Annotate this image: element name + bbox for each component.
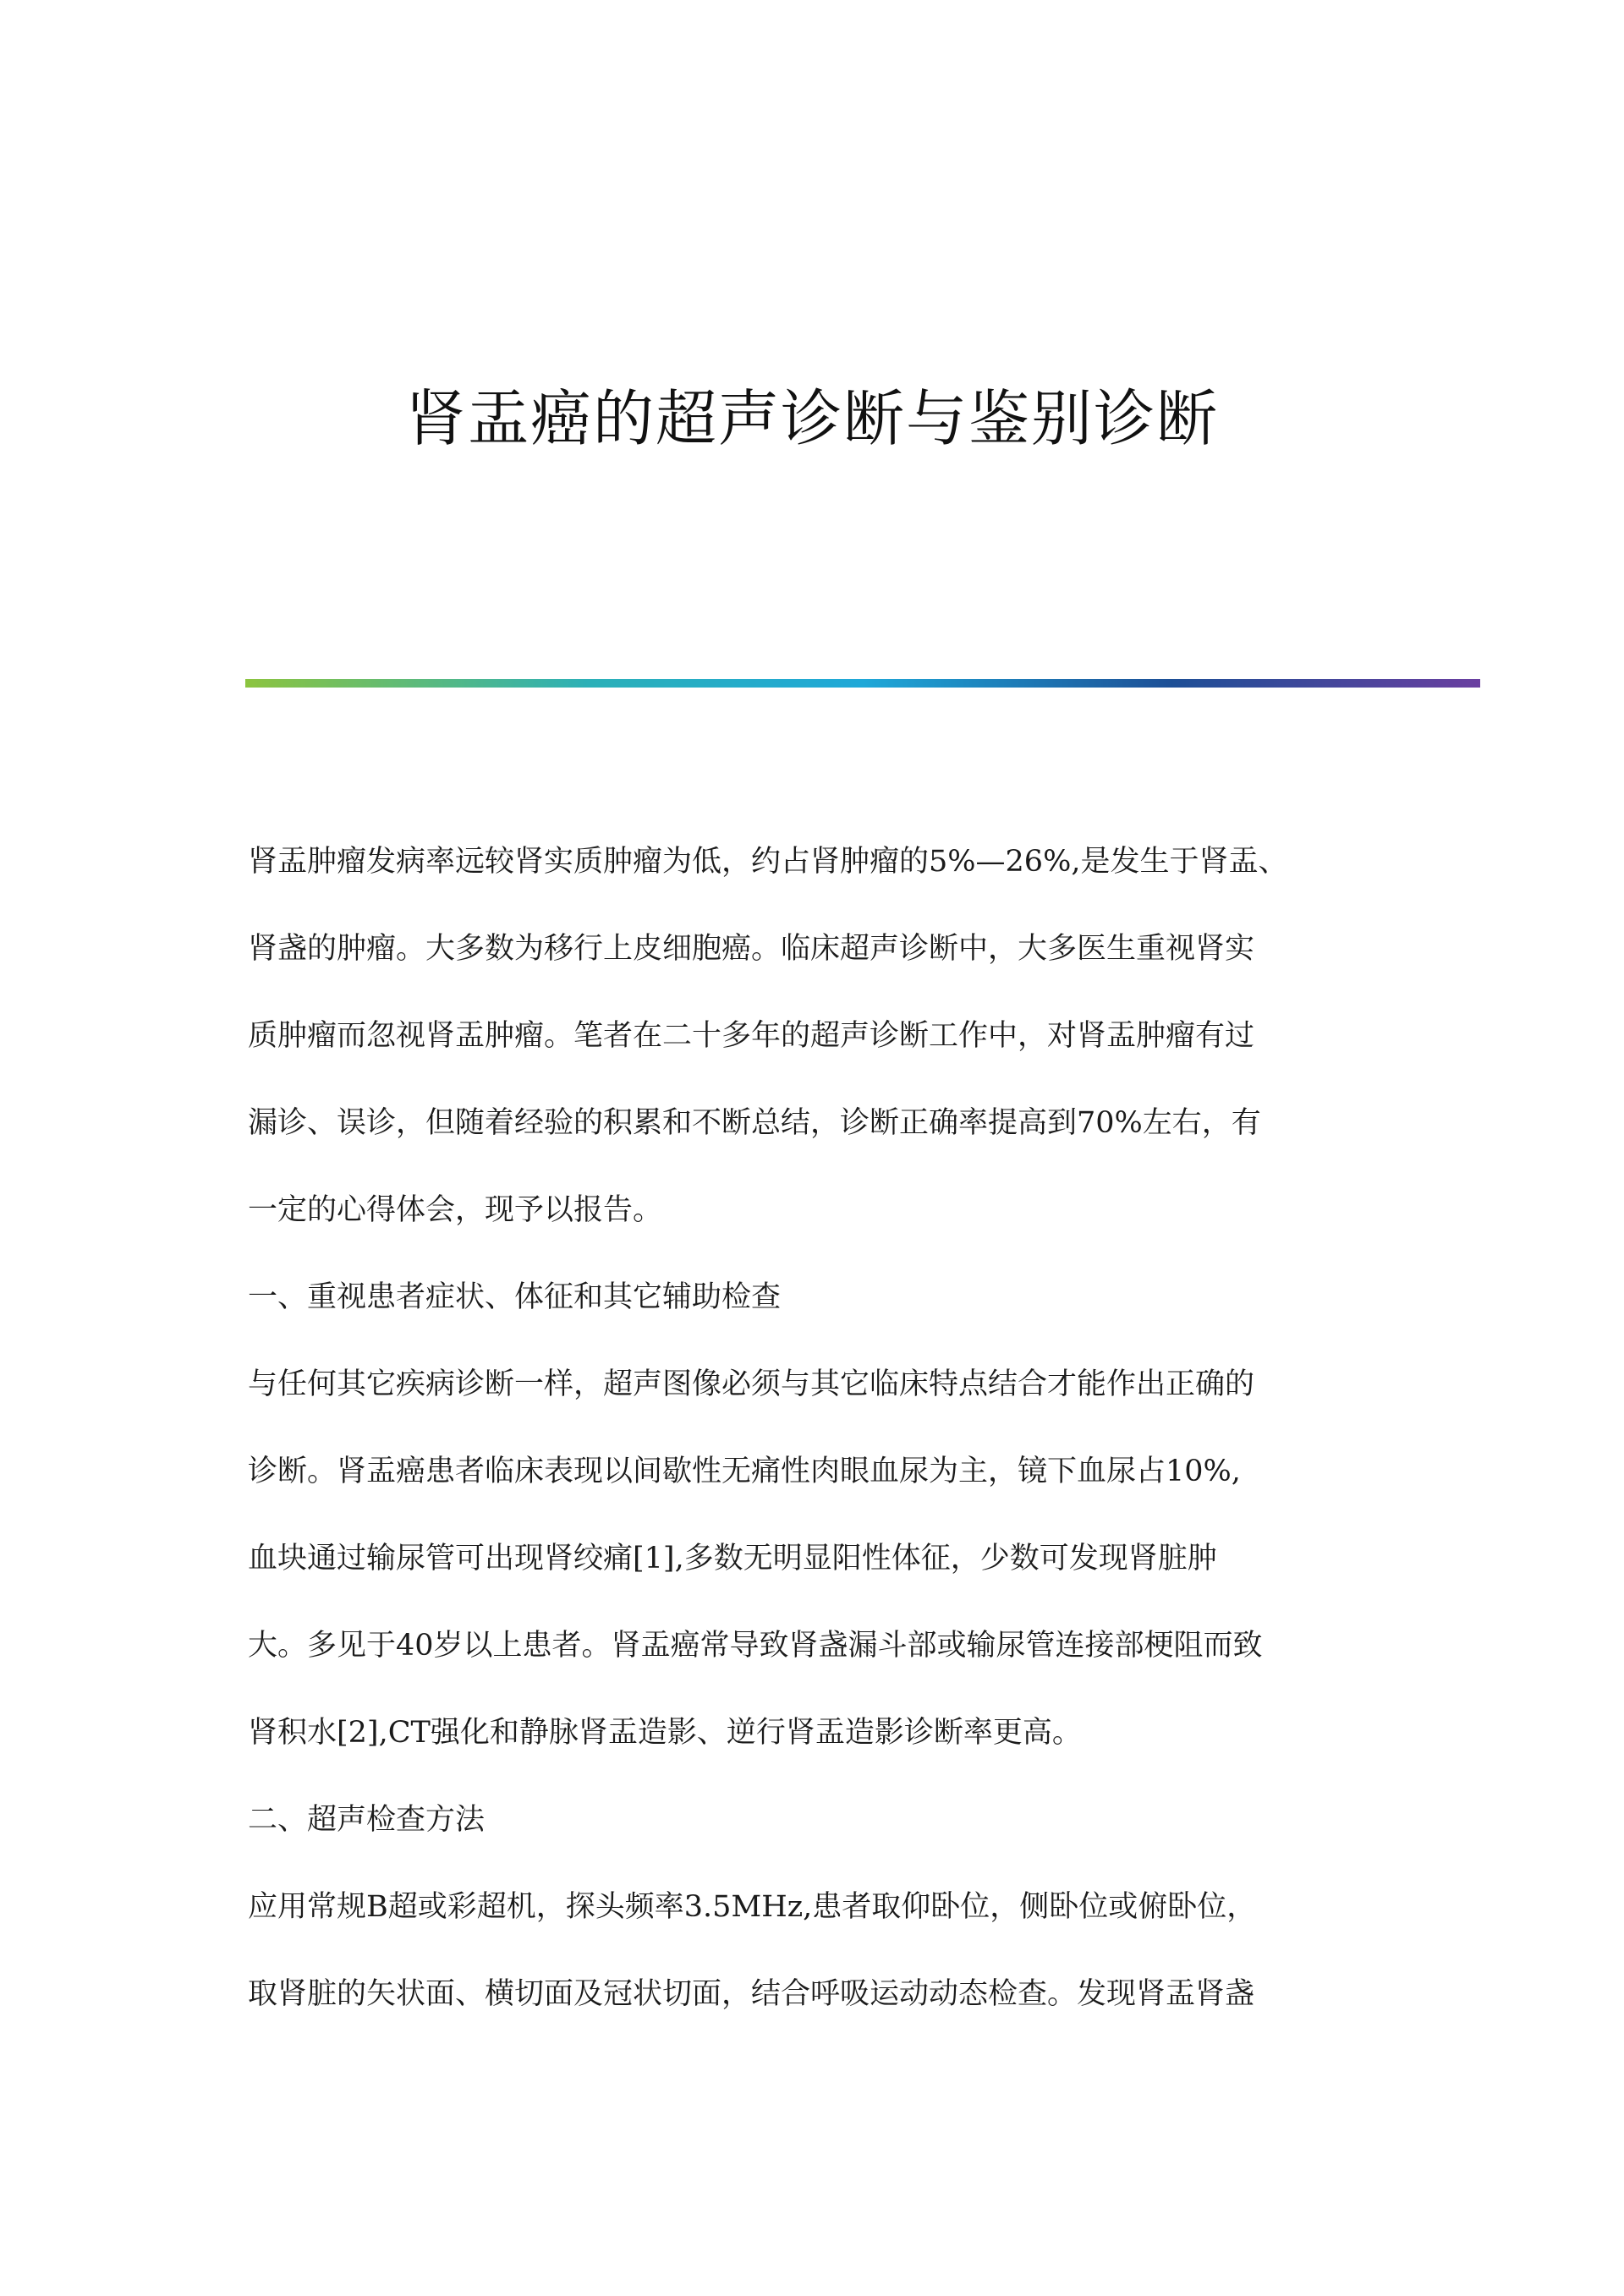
body-line: 取肾脏的矢状面、横切面及冠状切面，结合呼吸运动动态检查。发现肾盂肾盏 [248, 1977, 1255, 2011]
body-line: 与任何其它疾病诊断一样，超声图像必须与其它临床特点结合才能作出正确的 [248, 1367, 1255, 1401]
body-line: 应用常规B超或彩超机，探头频率3.5MHz,患者取仰卧位，侧卧位或俯卧位， [248, 1890, 1257, 1924]
body-line: 大。多见于40岁以上患者。肾盂癌常导致肾盏漏斗部或输尿管连接部梗阻而致 [248, 1629, 1263, 1663]
body-line: 肾盏的肿瘤。大多数为移行上皮细胞癌。临床超声诊断中，大多医生重视肾实 [248, 932, 1255, 966]
body-line: 一定的心得体会，现予以报告。 [248, 1193, 663, 1227]
section-heading: 一、重视患者症状、体征和其它辅助检查 [248, 1280, 782, 1314]
body-line: 肾积水[2],CT强化和静脉肾盂造影、逆行肾盂造影诊断率更高。 [248, 1716, 1082, 1750]
document-body [248, 819, 1381, 2038]
body-line: 质肿瘤而忽视肾盂肿瘤。笔者在二十多年的超声诊断工作中，对肾盂肿瘤有过 [248, 1019, 1255, 1053]
body-line: 血块通过输尿管可出现肾绞痛[1],多数无明显阳性体征，少数可发现肾脏肿 [248, 1542, 1217, 1575]
body-line: 漏诊、误诊，但随着经验的积累和不断总结，诊断正确率提高到70%左右，有 [248, 1106, 1261, 1140]
body-line: 诊断。肾盂癌患者临床表现以间歇性无痛性肉眼血尿为主，镜下血尿占10%, [248, 1455, 1241, 1488]
page-title: 肾盂癌的超声诊断与鉴别诊断 [404, 383, 1219, 454]
section-heading: 二、超声检查方法 [248, 1803, 486, 1837]
body-line: 肾盂肿瘤发病率远较肾实质肿瘤为低，约占肾肿瘤的5%—26%,是发生于肾盂、 [248, 845, 1288, 879]
title-divider [245, 679, 1480, 688]
